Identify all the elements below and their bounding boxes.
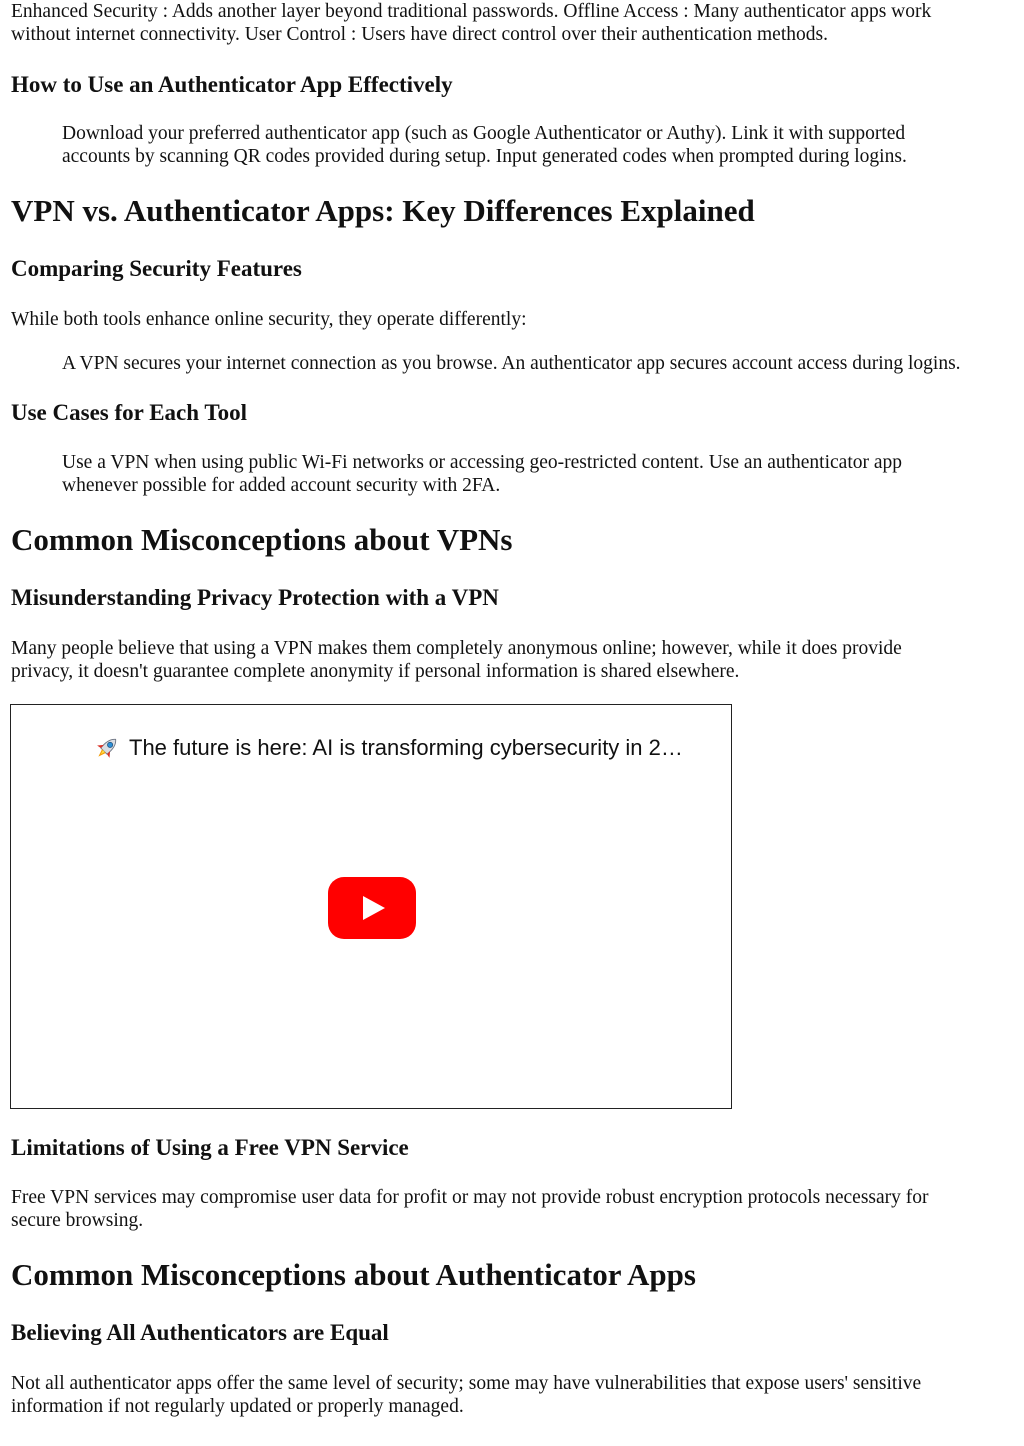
heading-believing-equal: Believing All Authenticators are Equal xyxy=(11,1320,389,1345)
youtube-video-embed[interactable] xyxy=(10,704,732,1109)
heading-limitations: Limitations of Using a Free VPN Service xyxy=(11,1135,409,1160)
use-cases-paragraph-line-1: Use a VPN when using public Wi-Fi networks or accessing geo-restricted content. Use an authenticator app xyxy=(62,452,903,473)
video-title[interactable]: The future is here: AI is transforming cybersecurity in 2… xyxy=(129,735,683,760)
heading-misunderstanding-privacy: Misunderstanding Privacy Protection with a VPN xyxy=(11,585,499,610)
heading-use-cases: Use Cases for Each Tool xyxy=(11,400,247,425)
heading-vpn-vs-authenticator: VPN vs. Authenticator Apps: Key Differences Explained xyxy=(11,193,755,228)
video-title-bar[interactable] xyxy=(93,733,713,763)
heading-misconceptions-vpn: Common Misconceptions about VPNs xyxy=(11,522,513,557)
authenticators-paragraph-line-1: Not all authenticator apps offer the same level of security; some may have vulnerabilities that expose users' sensitive xyxy=(11,1373,922,1394)
rocket-icon xyxy=(93,734,121,762)
privacy-paragraph-line-2: privacy, it doesn't guarantee complete anonymity if personal information is shared elsewhere. xyxy=(11,661,740,682)
how-to-use-paragraph-line-1: Download your preferred authenticator app (such as Google Authenticator or Authy). Link it with supported xyxy=(62,123,906,144)
heading-misconceptions-authenticator: Common Misconceptions about Authenticator Apps xyxy=(11,1257,696,1292)
limitations-paragraph-line-2: secure browsing. xyxy=(11,1210,144,1231)
heading-how-to-use: How to Use an Authenticator App Effectively xyxy=(11,72,453,97)
benefits-paragraph-line-2: without internet connectivity. User Control : Users have direct control over their authentication methods. xyxy=(11,24,828,45)
authenticators-paragraph-line-2: information if not regularly updated or properly managed. xyxy=(11,1396,464,1417)
how-to-use-paragraph-line-2: accounts by scanning QR codes provided during setup. Input generated codes when prompted during logins. xyxy=(62,146,907,167)
heading-comparing-security: Comparing Security Features xyxy=(11,256,302,281)
privacy-paragraph-line-1: Many people believe that using a VPN makes them completely anonymous online; however, while it does provide xyxy=(11,638,902,659)
comparing-intro-paragraph: While both tools enhance online security, they operate differently: xyxy=(11,309,527,330)
play-icon[interactable] xyxy=(328,877,416,939)
use-cases-paragraph-line-2: whenever possible for added account security with 2FA. xyxy=(62,475,501,496)
benefits-paragraph-line-1: Enhanced Security : Adds another layer beyond traditional passwords. Offline Access : Many authenticator apps work xyxy=(11,1,932,22)
limitations-paragraph-line-1: Free VPN services may compromise user data for profit or may not provide robust encryption protocols necessary for xyxy=(11,1187,929,1208)
comparing-detail-paragraph: A VPN secures your internet connection as you browse. An authenticator app secures account access during logins. xyxy=(62,353,961,374)
